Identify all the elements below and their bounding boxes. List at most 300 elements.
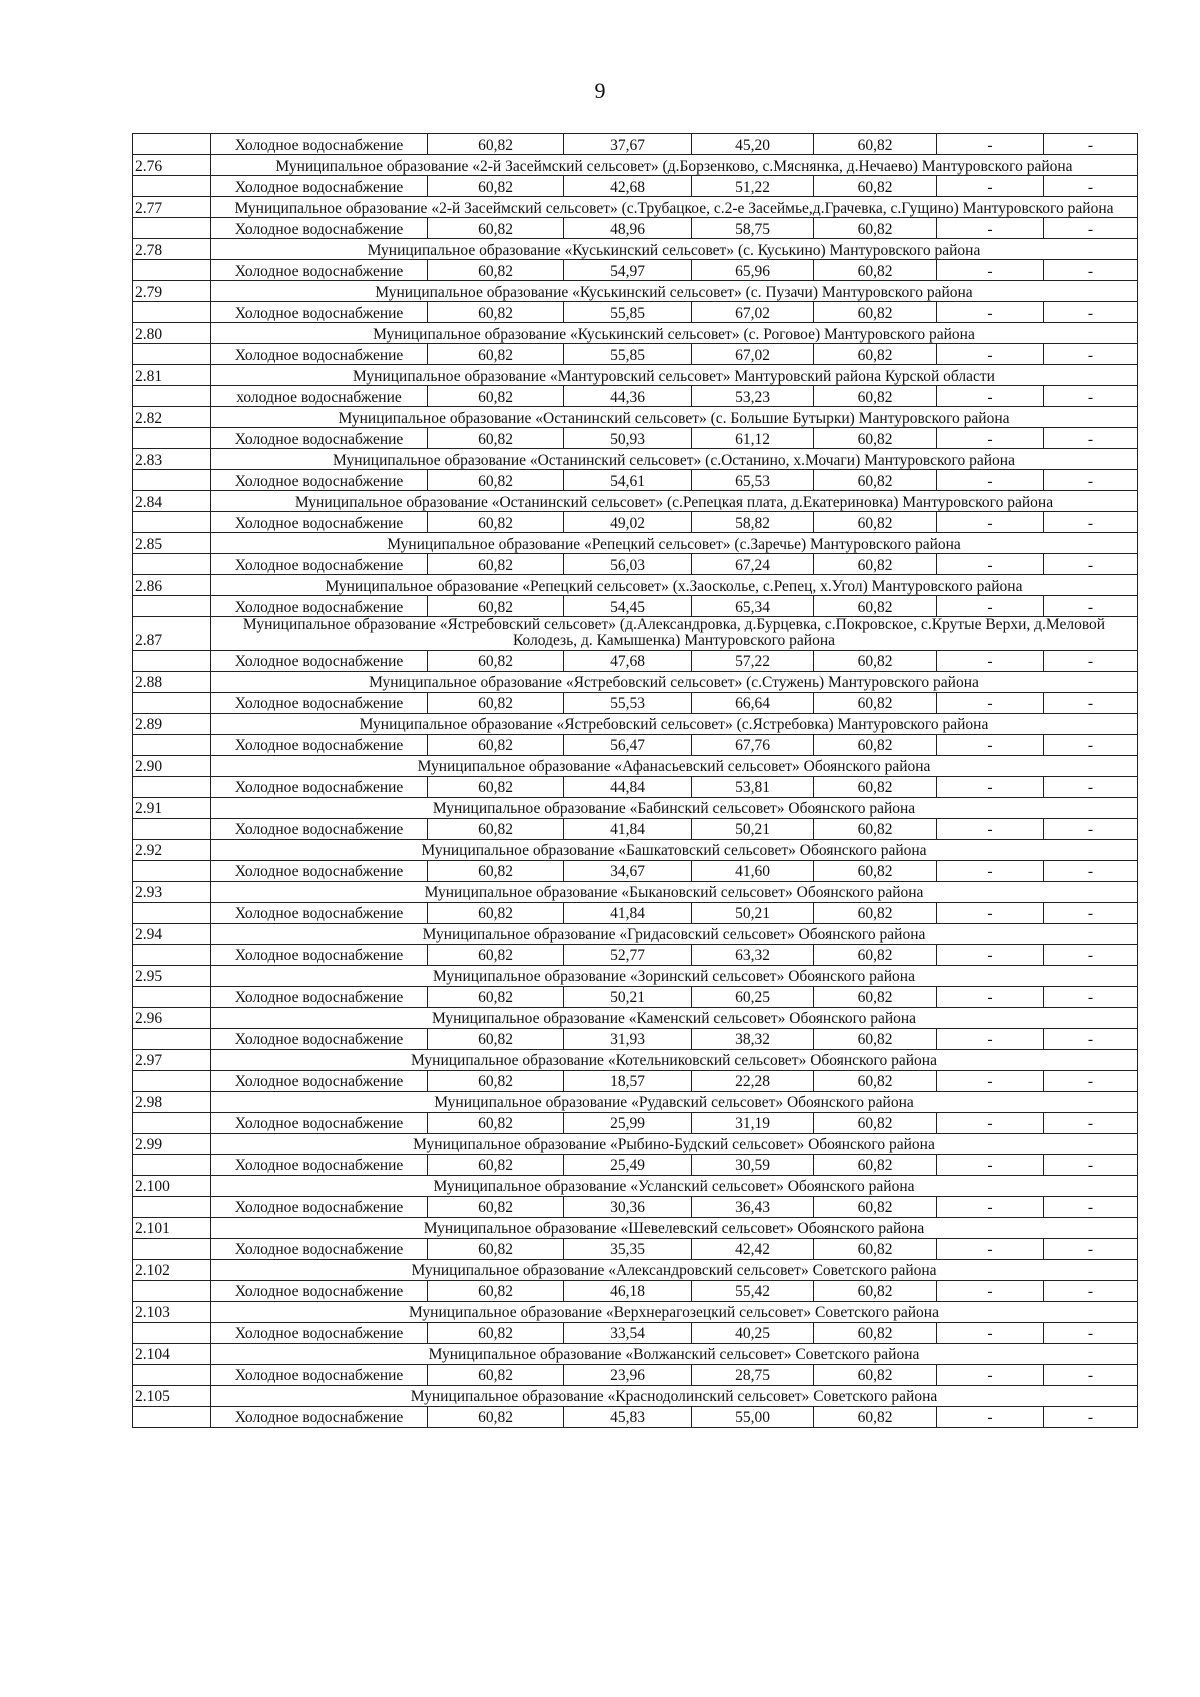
value-cell-6: - xyxy=(1044,344,1138,365)
table-row xyxy=(133,1280,1138,1301)
value-cell-1: 60,82 xyxy=(428,1238,564,1259)
value-cell-6: - xyxy=(1044,1280,1138,1301)
section-header-row xyxy=(133,575,1138,596)
value-cell-4: 60,82 xyxy=(814,1406,937,1427)
value-cell-4: 60,82 xyxy=(814,386,937,407)
section-number: 2.99 xyxy=(133,1133,211,1154)
section-heading: Муниципальное образование «Гридасовский сельсовет» Обоянского района xyxy=(211,923,1138,944)
value-cell-6: - xyxy=(1044,692,1138,713)
value-cell-1: 60,82 xyxy=(428,470,564,491)
service-name-cell: Холодное водоснабжение xyxy=(211,902,428,923)
value-cell-2: 34,67 xyxy=(564,860,692,881)
value-cell-1: 60,82 xyxy=(428,1406,564,1427)
value-cell-3: 58,75 xyxy=(692,218,814,239)
row-number-cell xyxy=(133,860,211,881)
row-number-cell xyxy=(133,1070,211,1091)
table-row xyxy=(133,554,1138,575)
table-row xyxy=(133,1322,1138,1343)
section-heading: Муниципальное образование «Останинский сельсовет» (с.Репецкая плата, д.Екатериновка) Мантуровского района xyxy=(211,491,1138,512)
table-row xyxy=(133,596,1138,617)
value-cell-2: 41,84 xyxy=(564,902,692,923)
section-header-row xyxy=(133,1343,1138,1364)
value-cell-2: 45,83 xyxy=(564,1406,692,1427)
table-row xyxy=(133,692,1138,713)
value-cell-4: 60,82 xyxy=(814,470,937,491)
value-cell-3: 57,22 xyxy=(692,650,814,671)
section-number: 2.82 xyxy=(133,407,211,428)
value-cell-4: 60,82 xyxy=(814,944,937,965)
section-heading: Муниципальное образование «Зоринский сельсовет» Обоянского района xyxy=(211,965,1138,986)
value-cell-5: - xyxy=(937,1364,1044,1385)
section-header-row xyxy=(133,965,1138,986)
value-cell-2: 47,68 xyxy=(564,650,692,671)
value-cell-3: 55,42 xyxy=(692,1280,814,1301)
table-row xyxy=(133,134,1138,155)
section-heading: Муниципальное образование «Куськинский сельсовет» (с. Роговое) Мантуровского района xyxy=(211,323,1138,344)
row-number-cell xyxy=(133,986,211,1007)
service-name-cell: Холодное водоснабжение xyxy=(211,1238,428,1259)
value-cell-3: 28,75 xyxy=(692,1364,814,1385)
value-cell-4: 60,82 xyxy=(814,218,937,239)
section-heading: Муниципальное образование «Ястребовский сельсовет» (д.Александровка, д.Бурцевка, с.Покровское, с.Крутые Верхи, д.Меловой Колодезь, д. Камышенка) Мантуровского района xyxy=(211,617,1138,651)
table-row xyxy=(133,1112,1138,1133)
section-number: 2.98 xyxy=(133,1091,211,1112)
value-cell-5: - xyxy=(937,176,1044,197)
value-cell-1: 60,82 xyxy=(428,260,564,281)
service-name-cell: Холодное водоснабжение xyxy=(211,1280,428,1301)
service-name-cell: Холодное водоснабжение xyxy=(211,1364,428,1385)
service-name-cell: Холодное водоснабжение xyxy=(211,986,428,1007)
section-heading: Муниципальное образование «Репецкий сельсовет» (х.Заосколье, с.Репец, х.Угол) Мантуровского района xyxy=(211,575,1138,596)
value-cell-5: - xyxy=(937,1070,1044,1091)
section-number: 2.78 xyxy=(133,239,211,260)
value-cell-3: 63,32 xyxy=(692,944,814,965)
value-cell-3: 67,02 xyxy=(692,302,814,323)
section-header-row xyxy=(133,1091,1138,1112)
value-cell-1: 60,82 xyxy=(428,1364,564,1385)
section-header-row xyxy=(133,1385,1138,1406)
value-cell-6: - xyxy=(1044,986,1138,1007)
value-cell-4: 60,82 xyxy=(814,176,937,197)
table-row xyxy=(133,1364,1138,1385)
row-number-cell xyxy=(133,470,211,491)
service-name-cell: Холодное водоснабжение xyxy=(211,1028,428,1049)
value-cell-5: - xyxy=(937,512,1044,533)
value-cell-3: 40,25 xyxy=(692,1322,814,1343)
value-cell-2: 31,93 xyxy=(564,1028,692,1049)
table-row xyxy=(133,860,1138,881)
section-heading: Муниципальное образование «Ястребовский сельсовет» (с.Ястребовка) Мантуровского района xyxy=(211,713,1138,734)
value-cell-1: 60,82 xyxy=(428,650,564,671)
value-cell-3: 31,19 xyxy=(692,1112,814,1133)
value-cell-3: 50,21 xyxy=(692,818,814,839)
value-cell-3: 51,22 xyxy=(692,176,814,197)
table-row xyxy=(133,302,1138,323)
service-name-cell: холодное водоснабжение xyxy=(211,386,428,407)
table-row xyxy=(133,1196,1138,1217)
value-cell-4: 60,82 xyxy=(814,1070,937,1091)
value-cell-6: - xyxy=(1044,260,1138,281)
value-cell-5: - xyxy=(937,776,1044,797)
section-header-row xyxy=(133,923,1138,944)
value-cell-2: 33,54 xyxy=(564,1322,692,1343)
value-cell-6: - xyxy=(1044,1070,1138,1091)
value-cell-4: 60,82 xyxy=(814,428,937,449)
table-row xyxy=(133,1406,1138,1427)
value-cell-1: 60,82 xyxy=(428,1070,564,1091)
row-number-cell xyxy=(133,1154,211,1175)
value-cell-3: 67,02 xyxy=(692,344,814,365)
section-heading: Муниципальное образование «Репецкий сельсовет» (с.Заречье) Мантуровского района xyxy=(211,533,1138,554)
table-row xyxy=(133,1028,1138,1049)
value-cell-2: 55,85 xyxy=(564,302,692,323)
value-cell-6: - xyxy=(1044,386,1138,407)
value-cell-5: - xyxy=(937,1196,1044,1217)
section-heading: Муниципальное образование «Ястребовский сельсовет» (с.Стужень) Мантуровского района xyxy=(211,671,1138,692)
value-cell-2: 23,96 xyxy=(564,1364,692,1385)
value-cell-4: 60,82 xyxy=(814,1364,937,1385)
value-cell-3: 67,24 xyxy=(692,554,814,575)
section-number: 2.76 xyxy=(133,155,211,176)
section-header-row xyxy=(133,407,1138,428)
section-header-row xyxy=(133,155,1138,176)
value-cell-5: - xyxy=(937,902,1044,923)
service-name-cell: Холодное водоснабжение xyxy=(211,944,428,965)
value-cell-1: 60,82 xyxy=(428,860,564,881)
value-cell-3: 38,32 xyxy=(692,1028,814,1049)
value-cell-5: - xyxy=(937,986,1044,1007)
value-cell-1: 60,82 xyxy=(428,512,564,533)
section-header-row xyxy=(133,881,1138,902)
page-number: 9 xyxy=(594,78,606,103)
service-name-cell: Холодное водоснабжение xyxy=(211,818,428,839)
section-heading: Муниципальное образование «Куськинский сельсовет» (с. Пузачи) Мантуровского района xyxy=(211,281,1138,302)
table-row xyxy=(133,344,1138,365)
value-cell-6: - xyxy=(1044,1154,1138,1175)
value-cell-1: 60,82 xyxy=(428,1280,564,1301)
value-cell-4: 60,82 xyxy=(814,596,937,617)
section-header-row xyxy=(133,1217,1138,1238)
section-heading: Муниципальное образование «Каменский сельсовет» Обоянского района xyxy=(211,1007,1138,1028)
section-heading: Муниципальное образование «Быкановский сельсовет» Обоянского района xyxy=(211,881,1138,902)
value-cell-3: 66,64 xyxy=(692,692,814,713)
service-name-cell: Холодное водоснабжение xyxy=(211,260,428,281)
service-name-cell: Холодное водоснабжение xyxy=(211,1112,428,1133)
row-number-cell xyxy=(133,386,211,407)
row-number-cell xyxy=(133,692,211,713)
value-cell-2: 50,93 xyxy=(564,428,692,449)
row-number-cell xyxy=(133,1364,211,1385)
value-cell-1: 60,82 xyxy=(428,1196,564,1217)
table-row xyxy=(133,386,1138,407)
value-cell-1: 60,82 xyxy=(428,734,564,755)
service-name-cell: Холодное водоснабжение xyxy=(211,860,428,881)
value-cell-1: 60,82 xyxy=(428,302,564,323)
table-row xyxy=(133,176,1138,197)
table-row xyxy=(133,776,1138,797)
row-number-cell xyxy=(133,512,211,533)
value-cell-6: - xyxy=(1044,1238,1138,1259)
value-cell-3: 60,25 xyxy=(692,986,814,1007)
row-number-cell xyxy=(133,818,211,839)
value-cell-1: 60,82 xyxy=(428,986,564,1007)
value-cell-3: 55,00 xyxy=(692,1406,814,1427)
value-cell-3: 41,60 xyxy=(692,860,814,881)
value-cell-3: 61,12 xyxy=(692,428,814,449)
value-cell-4: 60,82 xyxy=(814,818,937,839)
value-cell-5: - xyxy=(937,1406,1044,1427)
value-cell-5: - xyxy=(937,1238,1044,1259)
value-cell-1: 60,82 xyxy=(428,1112,564,1133)
value-cell-5: - xyxy=(937,386,1044,407)
value-cell-3: 58,82 xyxy=(692,512,814,533)
section-header-row xyxy=(133,1049,1138,1070)
table-row xyxy=(133,1238,1138,1259)
table-row xyxy=(133,428,1138,449)
service-name-cell: Холодное водоснабжение xyxy=(211,1154,428,1175)
row-number-cell xyxy=(133,1406,211,1427)
value-cell-4: 60,82 xyxy=(814,902,937,923)
service-name-cell: Холодное водоснабжение xyxy=(211,512,428,533)
service-name-cell: Холодное водоснабжение xyxy=(211,650,428,671)
value-cell-2: 48,96 xyxy=(564,218,692,239)
section-header-row xyxy=(133,1175,1138,1196)
value-cell-6: - xyxy=(1044,776,1138,797)
value-cell-2: 25,49 xyxy=(564,1154,692,1175)
value-cell-6: - xyxy=(1044,428,1138,449)
value-cell-4: 60,82 xyxy=(814,554,937,575)
value-cell-1: 60,82 xyxy=(428,596,564,617)
service-name-cell: Холодное водоснабжение xyxy=(211,1406,428,1427)
value-cell-4: 60,82 xyxy=(814,344,937,365)
section-heading: Муниципальное образование «Котельниковский сельсовет» Обоянского района xyxy=(211,1049,1138,1070)
value-cell-1: 60,82 xyxy=(428,692,564,713)
section-heading: Муниципальное образование «Шевелевский сельсовет» Обоянского района xyxy=(211,1217,1138,1238)
section-header-row xyxy=(133,323,1138,344)
service-name-cell: Холодное водоснабжение xyxy=(211,1196,428,1217)
value-cell-5: - xyxy=(937,860,1044,881)
table-row xyxy=(133,1154,1138,1175)
value-cell-6: - xyxy=(1044,302,1138,323)
section-header-row xyxy=(133,755,1138,776)
value-cell-2: 49,02 xyxy=(564,512,692,533)
value-cell-2: 35,35 xyxy=(564,1238,692,1259)
row-number-cell xyxy=(133,776,211,797)
row-number-cell xyxy=(133,344,211,365)
value-cell-1: 60,82 xyxy=(428,344,564,365)
row-number-cell xyxy=(133,134,211,155)
service-name-cell: Холодное водоснабжение xyxy=(211,734,428,755)
value-cell-4: 60,82 xyxy=(814,986,937,1007)
value-cell-5: - xyxy=(937,470,1044,491)
value-cell-3: 67,76 xyxy=(692,734,814,755)
row-number-cell xyxy=(133,1280,211,1301)
value-cell-6: - xyxy=(1044,944,1138,965)
section-heading: Муниципальное образование «Куськинский сельсовет» (с. Куськино) Мантуровского района xyxy=(211,239,1138,260)
section-header-row xyxy=(133,533,1138,554)
value-cell-5: - xyxy=(937,1154,1044,1175)
value-cell-6: - xyxy=(1044,1406,1138,1427)
value-cell-6: - xyxy=(1044,902,1138,923)
row-number-cell xyxy=(133,734,211,755)
value-cell-1: 60,82 xyxy=(428,944,564,965)
service-name-cell: Холодное водоснабжение xyxy=(211,776,428,797)
value-cell-6: - xyxy=(1044,1322,1138,1343)
section-heading: Муниципальное образование «Рудавский сельсовет» Обоянского района xyxy=(211,1091,1138,1112)
value-cell-2: 54,45 xyxy=(564,596,692,617)
section-heading: Муниципальное образование «Афанасьевский сельсовет» Обоянского района xyxy=(211,755,1138,776)
value-cell-5: - xyxy=(937,1322,1044,1343)
value-cell-5: - xyxy=(937,554,1044,575)
value-cell-4: 60,82 xyxy=(814,1238,937,1259)
value-cell-2: 37,67 xyxy=(564,134,692,155)
section-number: 2.94 xyxy=(133,923,211,944)
value-cell-4: 60,82 xyxy=(814,776,937,797)
service-name-cell: Холодное водоснабжение xyxy=(211,554,428,575)
section-number: 2.93 xyxy=(133,881,211,902)
table-row xyxy=(133,734,1138,755)
section-header-row xyxy=(133,197,1138,218)
table-row xyxy=(133,902,1138,923)
section-number: 2.88 xyxy=(133,671,211,692)
service-name-cell: Холодное водоснабжение xyxy=(211,1322,428,1343)
section-number: 2.91 xyxy=(133,797,211,818)
value-cell-3: 50,21 xyxy=(692,902,814,923)
value-cell-2: 42,68 xyxy=(564,176,692,197)
value-cell-6: - xyxy=(1044,1196,1138,1217)
section-number: 2.102 xyxy=(133,1259,211,1280)
service-name-cell: Холодное водоснабжение xyxy=(211,692,428,713)
value-cell-2: 41,84 xyxy=(564,818,692,839)
table-row xyxy=(133,1070,1138,1091)
value-cell-1: 60,82 xyxy=(428,176,564,197)
value-cell-5: - xyxy=(937,1112,1044,1133)
value-cell-4: 60,82 xyxy=(814,1028,937,1049)
value-cell-5: - xyxy=(937,818,1044,839)
value-cell-3: 45,20 xyxy=(692,134,814,155)
section-heading: Муниципальное образование «Волжанский сельсовет» Советского района xyxy=(211,1343,1138,1364)
value-cell-6: - xyxy=(1044,176,1138,197)
value-cell-6: - xyxy=(1044,554,1138,575)
section-number: 2.95 xyxy=(133,965,211,986)
row-number-cell xyxy=(133,1196,211,1217)
table-body xyxy=(133,134,1138,1428)
value-cell-5: - xyxy=(937,944,1044,965)
row-number-cell xyxy=(133,1238,211,1259)
service-name-cell: Холодное водоснабжение xyxy=(211,1070,428,1091)
service-name-cell: Холодное водоснабжение xyxy=(211,344,428,365)
section-header-row xyxy=(133,671,1138,692)
section-number: 2.105 xyxy=(133,1385,211,1406)
value-cell-2: 44,36 xyxy=(564,386,692,407)
table-row xyxy=(133,944,1138,965)
value-cell-5: - xyxy=(937,1028,1044,1049)
value-cell-4: 60,82 xyxy=(814,134,937,155)
value-cell-6: - xyxy=(1044,218,1138,239)
value-cell-5: - xyxy=(937,344,1044,365)
value-cell-3: 65,34 xyxy=(692,596,814,617)
section-number: 2.84 xyxy=(133,491,211,512)
section-header-row xyxy=(133,365,1138,386)
section-number: 2.80 xyxy=(133,323,211,344)
row-number-cell xyxy=(133,176,211,197)
section-heading: Муниципальное образование «2-й Засеймский сельсовет» (д.Борзенково, с.Мяснянка, д.Нечаево) Мантуровского района xyxy=(211,155,1138,176)
value-cell-2: 54,61 xyxy=(564,470,692,491)
value-cell-5: - xyxy=(937,692,1044,713)
table-row xyxy=(133,512,1138,533)
section-heading: Муниципальное образование «Рыбино-Будский сельсовет» Обоянского района xyxy=(211,1133,1138,1154)
row-number-cell xyxy=(133,650,211,671)
section-heading: Муниципальное образование «Башкатовский сельсовет» Обоянского района xyxy=(211,839,1138,860)
value-cell-6: - xyxy=(1044,470,1138,491)
value-cell-3: 65,53 xyxy=(692,470,814,491)
service-name-cell: Холодное водоснабжение xyxy=(211,218,428,239)
section-number: 2.103 xyxy=(133,1301,211,1322)
table-row xyxy=(133,818,1138,839)
table-row xyxy=(133,260,1138,281)
section-number: 2.89 xyxy=(133,713,211,734)
section-header-row xyxy=(133,617,1138,651)
value-cell-5: - xyxy=(937,650,1044,671)
section-header-row xyxy=(133,713,1138,734)
section-heading: Муниципальное образование «Останинский сельсовет» (с.Останино, х.Мочаги) Мантуровского района xyxy=(211,449,1138,470)
value-cell-6: - xyxy=(1044,734,1138,755)
value-cell-4: 60,82 xyxy=(814,1112,937,1133)
section-heading: Муниципальное образование «Бабинский сельсовет» Обоянского района xyxy=(211,797,1138,818)
section-number: 2.77 xyxy=(133,197,211,218)
value-cell-6: - xyxy=(1044,650,1138,671)
value-cell-6: - xyxy=(1044,596,1138,617)
row-number-cell xyxy=(133,1028,211,1049)
section-number: 2.96 xyxy=(133,1007,211,1028)
value-cell-3: 30,59 xyxy=(692,1154,814,1175)
value-cell-5: - xyxy=(937,1280,1044,1301)
section-header-row xyxy=(133,449,1138,470)
value-cell-2: 50,21 xyxy=(564,986,692,1007)
value-cell-4: 60,82 xyxy=(814,1196,937,1217)
value-cell-3: 65,96 xyxy=(692,260,814,281)
value-cell-5: - xyxy=(937,218,1044,239)
section-header-row xyxy=(133,1007,1138,1028)
value-cell-5: - xyxy=(937,734,1044,755)
value-cell-4: 60,82 xyxy=(814,1322,937,1343)
section-header-row xyxy=(133,1301,1138,1322)
value-cell-6: - xyxy=(1044,1364,1138,1385)
value-cell-4: 60,82 xyxy=(814,860,937,881)
service-name-cell: Холодное водоснабжение xyxy=(211,470,428,491)
service-name-cell: Холодное водоснабжение xyxy=(211,134,428,155)
section-number: 2.90 xyxy=(133,755,211,776)
value-cell-6: - xyxy=(1044,134,1138,155)
row-number-cell xyxy=(133,260,211,281)
value-cell-4: 60,82 xyxy=(814,302,937,323)
row-number-cell xyxy=(133,428,211,449)
service-name-cell: Холодное водоснабжение xyxy=(211,176,428,197)
value-cell-6: - xyxy=(1044,1028,1138,1049)
section-number: 2.104 xyxy=(133,1343,211,1364)
section-heading: Муниципальное образование «Усланский сельсовет» Обоянского района xyxy=(211,1175,1138,1196)
value-cell-1: 60,82 xyxy=(428,1028,564,1049)
section-heading: Муниципальное образование «Верхнерагозецкий сельсовет» Советского района xyxy=(211,1301,1138,1322)
value-cell-1: 60,82 xyxy=(428,818,564,839)
value-cell-1: 60,82 xyxy=(428,386,564,407)
service-name-cell: Холодное водоснабжение xyxy=(211,596,428,617)
section-heading: Муниципальное образование «Краснодолинский сельсовет» Советского района xyxy=(211,1385,1138,1406)
value-cell-6: - xyxy=(1044,860,1138,881)
value-cell-4: 60,82 xyxy=(814,650,937,671)
value-cell-5: - xyxy=(937,596,1044,617)
value-cell-3: 53,81 xyxy=(692,776,814,797)
